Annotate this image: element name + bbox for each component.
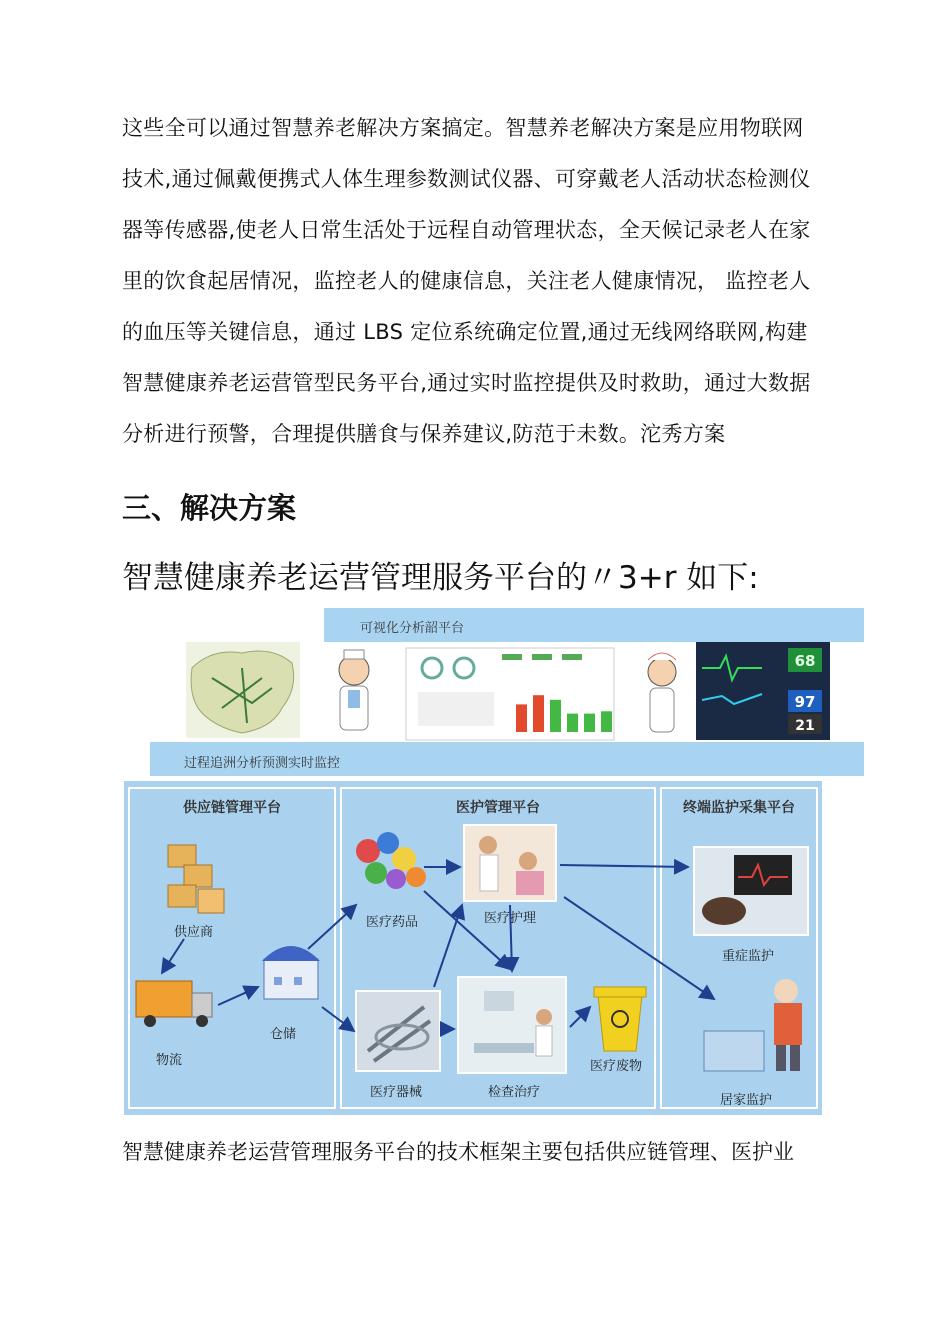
paragraph-line: 智慧健康养老运营管型民务平台,通过实时监控提供及时救助，通过大数据 xyxy=(122,371,811,395)
medicine-pills-icon xyxy=(356,832,426,889)
arrow-warehouse-equipment xyxy=(322,1007,354,1031)
icu-monitor-icon xyxy=(694,847,808,935)
arrow-supplier-logistics xyxy=(162,939,184,973)
paragraph-line: 这些全可以通过智慧养老解决方案搞定。智慧养老解决方案是应用物联网 xyxy=(122,116,804,140)
arrow-nursing-home xyxy=(564,897,714,999)
home-care-icon xyxy=(704,979,802,1071)
waste-label: 医疗废物 xyxy=(590,1059,643,1074)
exam-room-icon xyxy=(458,977,566,1073)
truck-icon xyxy=(136,981,212,1027)
logistics-label: 物流 xyxy=(156,1053,183,1068)
process-analysis-banner xyxy=(150,742,864,776)
equipment-label: 医疗器械 xyxy=(370,1085,423,1100)
supplier-boxes-icon xyxy=(168,845,224,913)
paragraph-line: 技术,通过佩戴便携式人体生理参数测试仪器、可穿戴老人活动状态检测仪 xyxy=(122,167,811,191)
dashboard-icon xyxy=(406,648,614,740)
paragraph-line: 器等传感器,使老人日常生活处于远程自动管理状态，全天候记录老人在家 xyxy=(122,218,811,242)
dashboard-bar xyxy=(533,695,544,732)
nurse-icon xyxy=(648,653,676,732)
icu-label: 重症监护 xyxy=(722,949,775,964)
paragraph-line: 分析进行预警，合理提供膳食与保养建议,防范于未数。沱秀方案 xyxy=(122,422,726,446)
nursing-photo-icon xyxy=(464,825,556,901)
arrow-medicine-exam xyxy=(424,891,510,969)
panel-title: 供应链管理平台 xyxy=(183,800,281,816)
exam-label: 检查治疗 xyxy=(488,1085,541,1100)
warehouse-icon xyxy=(262,946,320,999)
process-analysis-caption: 过程追洲分析预测实时监控 xyxy=(184,756,341,771)
vital-value: 68 xyxy=(794,652,816,670)
arrow-exam-waste xyxy=(570,1007,590,1027)
paragraph-line: 的血压等关键信息，通过 LBS 定位系统确定位置,通过无线网络联网,构建 xyxy=(122,320,808,344)
nursing-label: 医疗护理 xyxy=(484,911,537,926)
dashboard-bar xyxy=(550,700,561,732)
vital-value: 97 xyxy=(794,693,816,711)
arrow-nursing-icu xyxy=(560,865,688,867)
china-map-icon xyxy=(186,642,300,738)
vital-value: 21 xyxy=(795,718,815,734)
medicine-label: 医疗药品 xyxy=(366,915,419,930)
dashboard-bar xyxy=(567,714,578,732)
dashboard-bar xyxy=(601,711,612,732)
monitoring-image xyxy=(122,608,864,776)
dashboard-bar xyxy=(516,704,527,732)
arrow-equipment-nursing xyxy=(434,905,462,987)
dashboard-bar xyxy=(584,714,595,732)
caption-bottom: 智慧健康养老运营管理服务平台的技术框架主要包括供应链管理、医护业 xyxy=(122,1140,794,1164)
medical-waste-icon xyxy=(594,987,646,1051)
arrow-warehouse-medicine xyxy=(308,905,356,949)
arrow-logistics-warehouse xyxy=(218,987,258,1005)
section-heading: 三、解决方案 xyxy=(122,491,297,525)
warehouse-label: 仓储 xyxy=(270,1027,297,1042)
diagram-graphics xyxy=(124,781,822,1115)
paragraph-line: 里的饮食起居情况，监控老人的健康信息，关注老人健康情况， 监控老人 xyxy=(122,269,811,293)
medical-equipment-icon xyxy=(356,991,440,1071)
platform-diagram xyxy=(124,781,822,1115)
panel-title: 医护管理平台 xyxy=(456,800,540,816)
panel-title: 终端监护采集平台 xyxy=(683,800,795,816)
visual-analysis-caption: 可视化分析韶平台 xyxy=(360,621,465,636)
home-label: 居家监护 xyxy=(720,1093,773,1108)
section-subheading: 智慧健康养老运营管理服务平台的〃3+r 如下: xyxy=(122,560,759,596)
supplier-label: 供应商 xyxy=(174,925,214,940)
doctor-icon xyxy=(339,650,369,730)
